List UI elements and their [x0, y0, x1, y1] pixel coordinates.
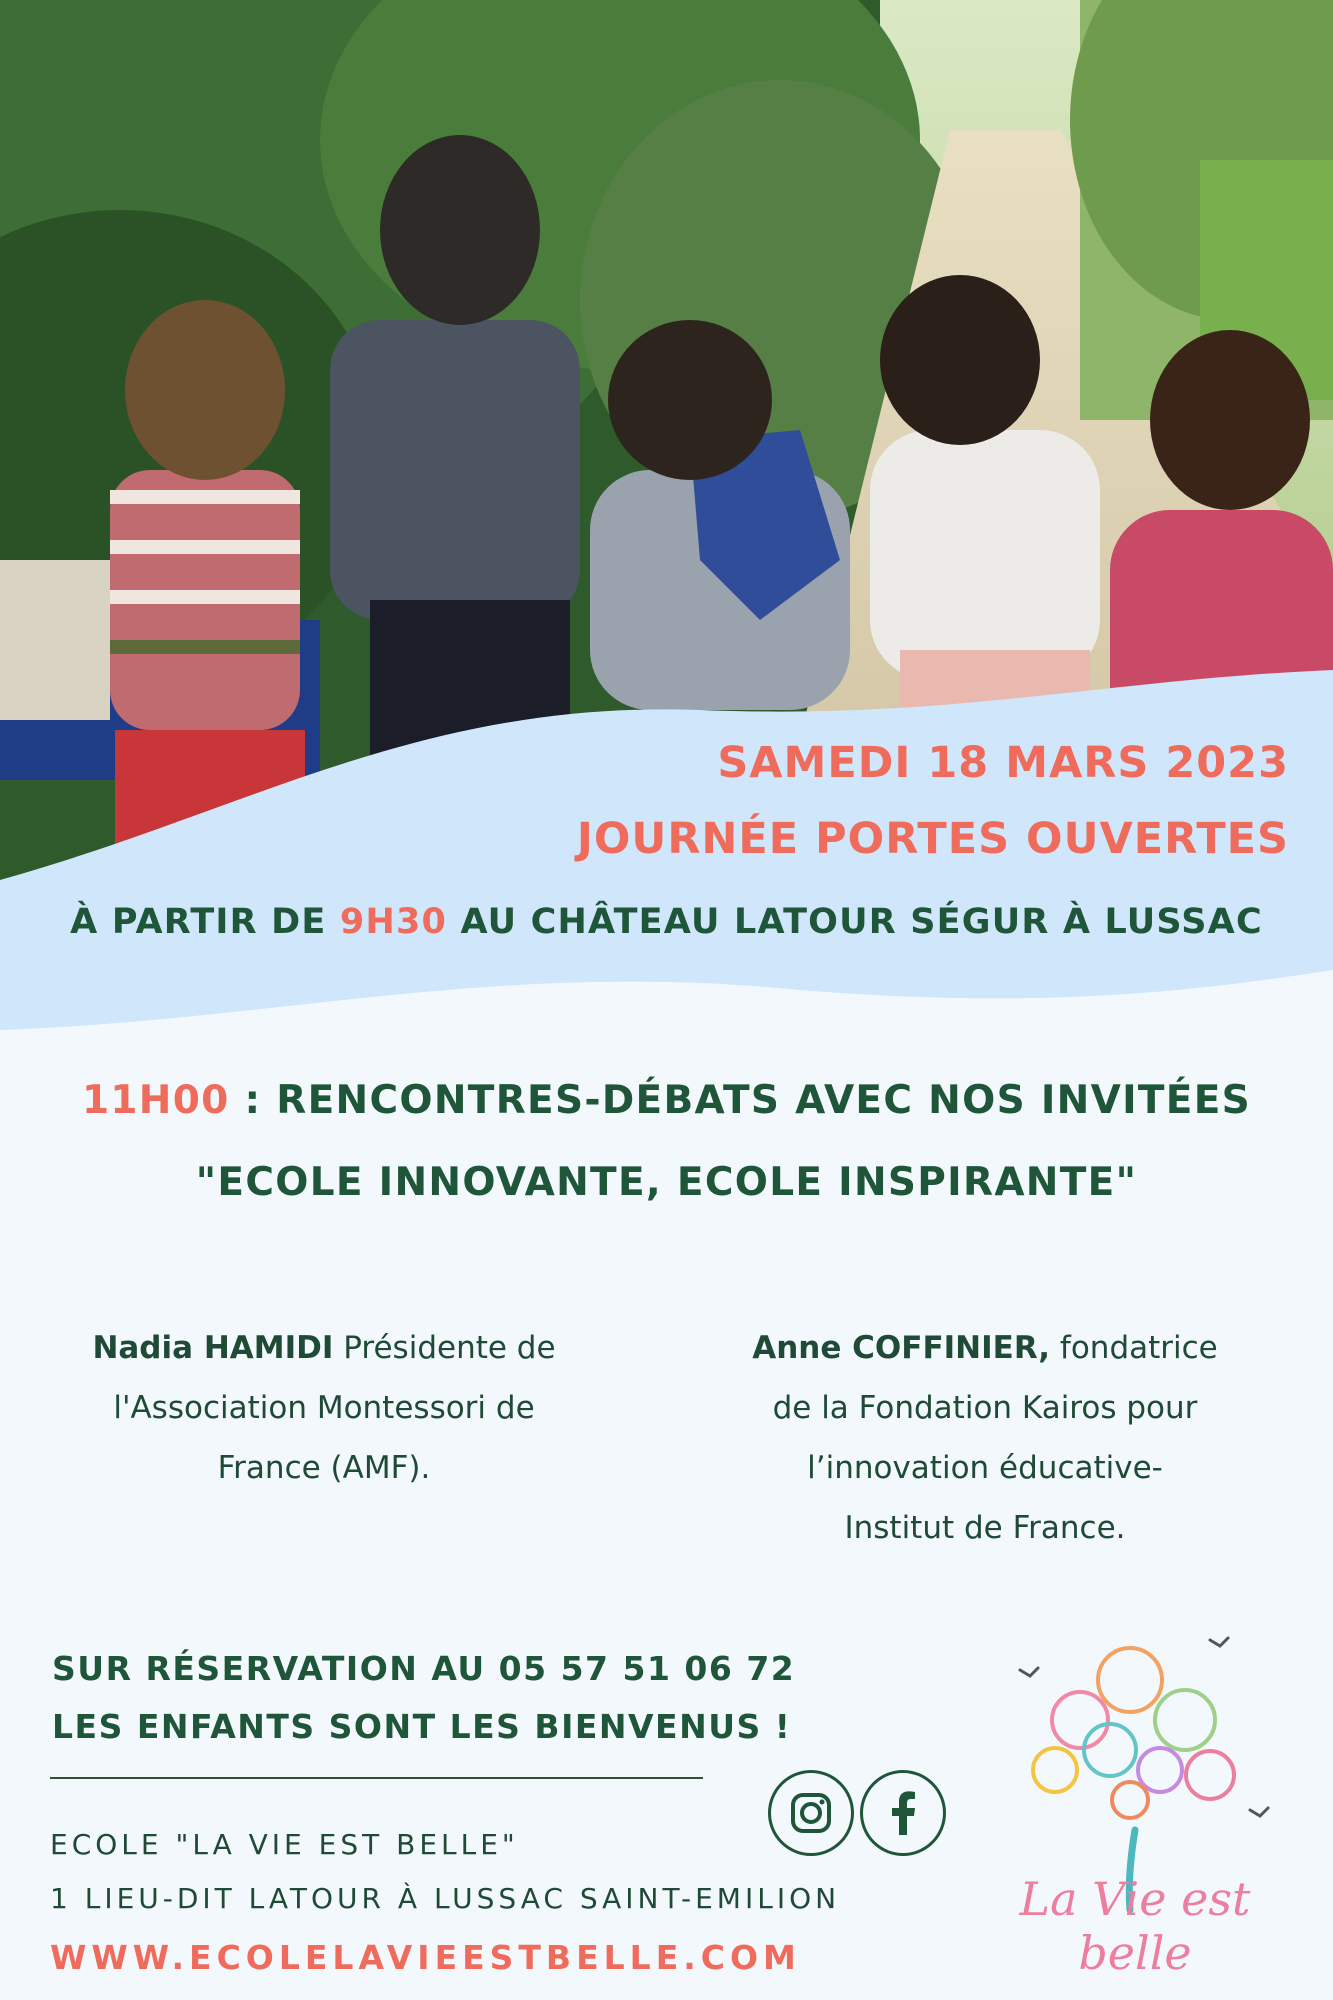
instagram-icon[interactable] — [768, 1770, 854, 1856]
when-prefix: À PARTIR DE — [70, 902, 340, 942]
logo-text: La Vie est belle — [1019, 1872, 1251, 1980]
booking-phone: SUR RÉSERVATION AU 05 57 51 06 72 — [52, 1649, 796, 1688]
guest-line: Présidente de — [333, 1330, 556, 1366]
guest-line: de la Fondation Kairos pour — [772, 1390, 1198, 1426]
guest-name: Nadia HAMIDI — [92, 1330, 334, 1366]
school-address: 1 LIEU-DIT LATOUR À LUSSAC SAINT-EMILION — [50, 1882, 841, 1915]
guest-line: l’innovation éducative- — [807, 1450, 1163, 1486]
when-suffix: AU CHÂTEAU LATOUR SÉGUR À LUSSAC — [447, 902, 1263, 942]
start-time: 9H30 — [339, 902, 448, 942]
guest-name: Anne COFFINIER, — [752, 1330, 1051, 1366]
guest-line: fondatrice — [1050, 1330, 1218, 1366]
guest-nadia-hamidi — [44, 1318, 604, 1498]
facebook-icon[interactable] — [860, 1770, 946, 1856]
website-link[interactable]: WWW.ECOLELAVIEESTBELLE.COM — [50, 1938, 801, 1977]
event-date: SAMEDI 18 MARS 2023 — [717, 738, 1289, 788]
event-location — [0, 902, 1333, 942]
guest-line: France (AMF). — [217, 1450, 431, 1486]
divider — [50, 1777, 703, 1779]
talk-time: 11H00 — [81, 1078, 230, 1123]
talk-title: : RENCONTRES-DÉBATS AVEC NOS INVITÉES — [229, 1078, 1252, 1123]
guest-line: l'Association Montessori de — [113, 1390, 535, 1426]
booking-children-welcome: LES ENFANTS SONT LES BIENVENUS ! — [52, 1707, 792, 1746]
event-title: JOURNÉE PORTES OUVERTES — [576, 814, 1289, 864]
talk-heading — [0, 1078, 1333, 1123]
booking-info — [52, 1640, 795, 1756]
guest-anne-coffinier — [705, 1318, 1265, 1558]
talk-theme: "ECOLE INNOVANTE, ECOLE INSPIRANTE" — [195, 1160, 1138, 1205]
school-name: ECOLE "LA VIE EST BELLE" — [50, 1828, 519, 1861]
guest-line: Institut de France. — [844, 1510, 1126, 1546]
